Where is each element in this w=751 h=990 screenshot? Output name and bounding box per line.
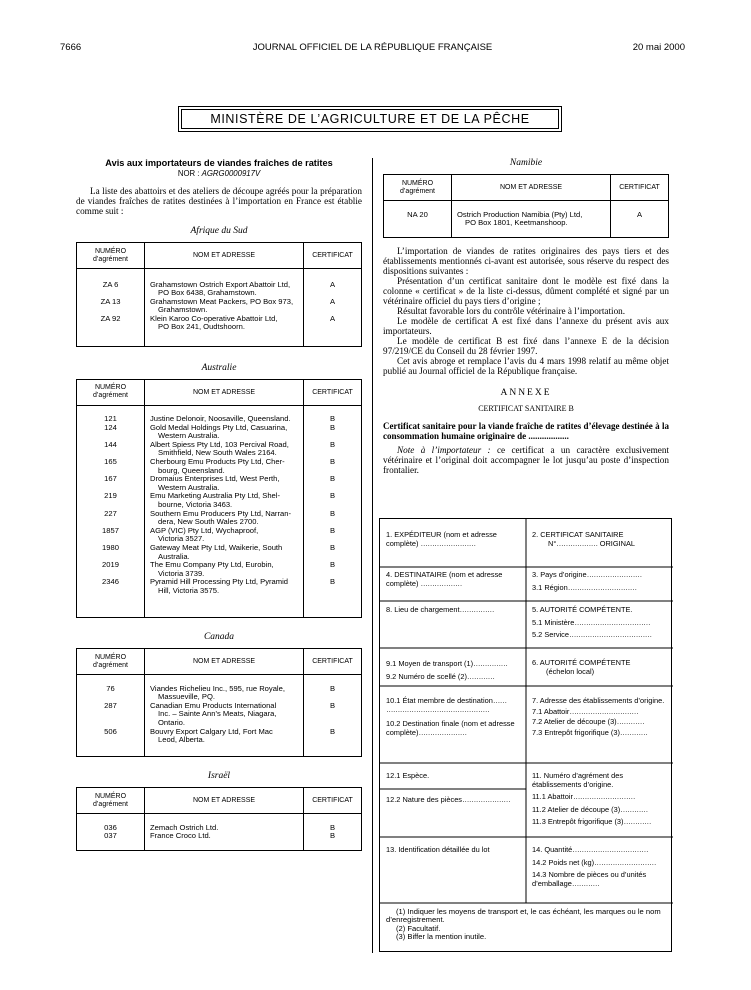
row-name: Cherbourg Emu Products Pty Ltd, Cher- (150, 457, 285, 467)
table-row (77, 298, 362, 315)
row-address: PO Box 6438, Grahamstown. (158, 288, 257, 298)
table-row (77, 544, 362, 561)
field-label: 5.2 Service (532, 630, 569, 639)
table-row (77, 685, 362, 702)
row-certificate: B (329, 726, 336, 736)
field-6-local-authority (532, 659, 668, 676)
row-certificate: A (636, 209, 643, 219)
table-row (77, 424, 362, 441)
left-column (76, 158, 362, 851)
field-11-approval-numbers (532, 772, 668, 827)
row-address: Australia. (158, 551, 190, 561)
row-name: Emu Marketing Australia Pty Ltd, Shel- (150, 491, 280, 501)
certificate-title: Certificat sanitaire pour la viande fraîche de ratites d’élevage destinée à la consommation humaine originaire de .................. (383, 421, 669, 442)
header-nom: NOM ET ADRESSE (452, 175, 611, 201)
publication-date: 20 mai 2000 (632, 42, 685, 53)
table-row (77, 475, 362, 492)
fill-dots: ………… (623, 817, 652, 826)
field-10-destination (386, 697, 520, 737)
nor-code: AGRG0000917V (201, 169, 261, 178)
fill-dots: ……………………… (594, 857, 657, 867)
fill-dots: …………………… (586, 570, 642, 579)
fill-dots: ……………………… (572, 792, 635, 801)
row-number: 287 (77, 702, 145, 728)
fill-dots: …………………………… (572, 845, 649, 854)
table-row (77, 492, 362, 509)
row-number: 165 (77, 458, 145, 475)
field-9-transport (386, 660, 520, 681)
header-certificat: CERTIFICAT (304, 243, 362, 269)
field-label: N° (548, 538, 557, 548)
fill-dots: ………………………… (569, 706, 639, 716)
table-row (77, 824, 362, 833)
nor-label: NOR : (177, 169, 200, 178)
field-label: 7.3 Entrepôt frigorifique (3) (532, 727, 620, 737)
field-label: 14.3 Nombre de pièces ou d’unités d’emballage (532, 870, 647, 888)
fill-dots: ………… (619, 727, 648, 737)
fill-dots: ………………… (418, 727, 467, 737)
field-label: 6. AUTORITÉ COMPÉTENTE (532, 658, 631, 667)
condition-paragraph: Le modèle de certificat A est fixé dans l’annexe du présent avis aux importateurs. (383, 316, 669, 337)
field-label: 11.1 Abattoir (532, 792, 573, 801)
header-numero: NUMÉRO d’agrément (77, 243, 145, 269)
row-name: Bouvry Export Calgary Ltd, Fort Mac (150, 726, 273, 736)
row-name: Grahamstown Ostrich Export Abattoir Ltd, (150, 279, 291, 289)
header-numero: NUMÉRO d’agrément (77, 649, 145, 675)
row-certificate: A (329, 279, 336, 289)
notice-title: Avis aux importateurs de viandes fraîches de ratites (105, 158, 333, 168)
field-4-consignee (386, 571, 520, 588)
ministry-title: MINISTÈRE DE L’AGRICULTURE ET DE LA PÊCHE (181, 109, 559, 129)
header-nom: NOM ET ADRESSE (145, 243, 304, 269)
note-label: Note à l’importateur : (397, 445, 491, 456)
table-row (77, 578, 362, 595)
field-line (532, 729, 668, 738)
row-certificate: B (329, 831, 336, 841)
row-address: bourne, Victoria 3463. (158, 500, 233, 509)
field-label: (échelon local) (546, 666, 595, 676)
approval-table-south-africa (76, 242, 362, 347)
field-line (532, 793, 668, 802)
field-line (532, 818, 668, 827)
row-name: France Croco Ltd. (150, 831, 211, 841)
row-number: 1857 (77, 527, 145, 544)
field-line (532, 871, 668, 888)
row-name: Grahamstown Meat Packers, PO Box 973, (150, 296, 294, 306)
fill-dots: ………… (616, 717, 645, 726)
field-label: 11.2 Atelier de découpe (3) (532, 804, 621, 814)
row-name: Pyramid Hill Processing Pty Ltd, Pyramid (150, 577, 288, 587)
row-certificate: B (329, 525, 336, 535)
row-number: ZA 92 (77, 315, 145, 332)
row-name: Viandes Richelieu Inc., 595, rue Royale, (150, 683, 285, 693)
fill-dots: ……………………………… (568, 630, 652, 639)
header-nom: NOM ET ADRESSE (145, 649, 304, 675)
field-label: 7.2 Atelier de découpe (3) (532, 717, 617, 726)
field-12-1-species: 12.1 Espèce. (386, 771, 430, 780)
nor-line (76, 169, 362, 178)
header-certificat: CERTIFICAT (611, 175, 669, 201)
row-certificate: B (329, 560, 336, 570)
country-heading: Afrique du Sud (190, 226, 248, 236)
row-name: Dromaius Enterprises Ltd, West Perth, (150, 474, 280, 484)
approval-table-namibia (383, 174, 669, 238)
header-numero: NUMÉRO d’agrément (384, 175, 452, 201)
field-13-lot-identification: 13. Identification détaillée du lot (386, 845, 490, 854)
field-label: 3. Pays d’origine (532, 570, 587, 579)
field-label: 5.1 Ministère (532, 617, 575, 627)
row-certificate: B (329, 414, 336, 424)
fill-dots: …………… (459, 605, 494, 614)
fill-dots: ………… (620, 804, 648, 814)
field-line (386, 673, 520, 682)
row-number: 144 (77, 441, 145, 458)
table-row (384, 211, 669, 228)
field-label: 3.1 Région (532, 582, 568, 592)
fill-dots: ……………………………………… (386, 704, 490, 714)
fill-dots: ……………… (556, 538, 598, 548)
field-line (532, 718, 668, 727)
row-certificate: A (329, 313, 336, 323)
fill-dots: ………………… (462, 795, 511, 804)
field-label: 9.1 Moyen de transport (1) (386, 659, 474, 668)
row-address: bourg, Queensland. (158, 465, 225, 475)
certificate-form (379, 518, 672, 952)
annex-title: ANNEXE (500, 388, 552, 399)
row-number: 037 (77, 832, 145, 841)
field-line (386, 660, 520, 669)
fill-dots: …………………… (420, 538, 476, 548)
condition-paragraph: Résultat favorable lors du contrôle vétérinaire à l’importation. (397, 306, 626, 317)
condition-paragraph: L’importation de viandes de ratites originaires des pays tiers et des établissements mentionnés ci-avant est autorisée, sous réserve du respect des dispositions suivantes : (383, 246, 669, 277)
row-number: 2346 (77, 578, 145, 595)
header-certificat: CERTIFICAT (304, 788, 362, 814)
field-label: 8. Lieu de chargement (386, 605, 460, 614)
row-address: PO Box 1801, Keetmanshoop. (465, 218, 568, 228)
row-number: ZA 6 (77, 281, 145, 298)
field-7-establishments (532, 697, 668, 737)
row-name: The Emu Company Pty Ltd, Eurobin, (150, 560, 274, 570)
approval-table-australia (76, 379, 362, 618)
row-number: 76 (77, 685, 145, 702)
field-label: ORIGINAL (599, 538, 636, 548)
table-row (77, 832, 362, 841)
fill-dots: ……………… (420, 578, 462, 588)
approval-table-israel (76, 787, 362, 851)
field-label: 1. EXPÉDITEUR (nom et adresse complète) (386, 530, 497, 548)
right-column (383, 158, 669, 475)
row-name: Gold Medal Holdings Pty Ltd, Casuarina, (150, 422, 288, 432)
row-certificate: B (329, 508, 336, 518)
field-line (532, 708, 668, 717)
row-address: Grahamstown. (158, 305, 208, 315)
field-line (532, 571, 668, 580)
field-5-authority (532, 606, 668, 640)
field-label: 11.3 Entrepôt frigorifique (3) (532, 817, 624, 826)
row-name: Justine Delonoir, Noosaville, Queensland. (150, 414, 291, 424)
field-label: 10.2 Destination finale (nom et adresse complète) (386, 719, 515, 737)
field-line (532, 631, 668, 640)
fill-dots: ………… (466, 671, 495, 681)
table-row (77, 561, 362, 578)
country-heading: Israël (207, 771, 231, 782)
row-number: 506 (77, 728, 145, 745)
page-header (60, 42, 685, 56)
field-14-quantity (532, 846, 668, 888)
row-certificate: B (329, 474, 336, 484)
row-number: 121 (77, 415, 145, 424)
field-label: 11. Numéro d’agrément des établissements d’origine. (532, 771, 624, 789)
row-number: 219 (77, 492, 145, 509)
table-row (77, 441, 362, 458)
field-line (386, 720, 520, 737)
row-number: 124 (77, 424, 145, 441)
condition-paragraph: Présentation d’un certificat sanitaire dont le modèle est fixé dans la colonne « certificat » de la liste ci-dessus, dûment complété et signé par un vétérinaire officiel du pays tiers d’origine ; (383, 276, 669, 307)
row-name: Klein Karoo Co-operative Abattoir Ltd, (150, 313, 278, 323)
table-row (77, 510, 362, 527)
header-nom: NOM ET ADRESSE (145, 788, 304, 814)
row-number: 1980 (77, 544, 145, 561)
fill-dots: …… (492, 696, 507, 705)
field-label: 14. Quantité (532, 845, 573, 854)
condition-paragraph: Le modèle de certificat B est fixé dans l’annexe E de la décision 97/219/CE du Conseil du 28 février 1997. (383, 336, 669, 357)
row-address: Victoria 3739. (158, 568, 205, 578)
field-label: 5. AUTORITÉ COMPÉTENTE. (532, 605, 633, 614)
table-row (77, 702, 362, 728)
row-name: Gateway Meat Pty Ltd, Waikerie, South (150, 542, 283, 552)
field-line (532, 846, 668, 855)
row-certificate: B (329, 457, 336, 467)
row-name: Southern Emu Producers Pty Ltd, Narran- (150, 508, 291, 518)
country-heading: Canada (203, 632, 235, 643)
row-address: Victoria 3527. (158, 534, 205, 544)
importer-note (383, 445, 669, 475)
field-label: 7.1 Abattoir (532, 706, 570, 716)
field-8-loading-place (386, 606, 520, 615)
row-certificate: B (329, 822, 336, 832)
field-line (532, 859, 668, 868)
row-certificate: B (329, 542, 336, 552)
fill-dots: ………………………… (567, 582, 637, 592)
annex-subtitle: CERTIFICAT SANITAIRE B (478, 404, 574, 414)
ministry-box (178, 106, 562, 132)
row-name: Zemach Ostrich Ltd. (150, 822, 219, 832)
table-row (77, 527, 362, 544)
country-heading: Australie (201, 362, 237, 373)
row-certificate: B (329, 422, 336, 432)
field-line (532, 619, 668, 628)
note-text: ce certificat a un caractère exclusivement vétérinaire et l’original doit accompagner le lot jusqu’au poste d’inspection frontalier. (383, 445, 669, 476)
row-number: 227 (77, 510, 145, 527)
row-number: ZA 13 (77, 298, 145, 315)
field-label: 9.2 Numéro de scellé (2) (386, 671, 467, 681)
table-row (77, 728, 362, 745)
footnote: (3) Biffer la mention inutile. (396, 931, 487, 941)
field-line (532, 584, 668, 593)
header-nom: NOM ET ADRESSE (145, 379, 304, 405)
header-numero: NUMÉRO d’agrément (77, 379, 145, 405)
field-number-line (532, 540, 668, 549)
row-address: Smithfield, New South Wales 2164. (158, 448, 277, 458)
field-label: 12.2 Nature des pièces (386, 795, 463, 804)
field-label: 2. CERTIFICAT SANITAIRE (532, 530, 624, 539)
conditions-block (383, 246, 669, 376)
row-address: Western Australia. (158, 482, 220, 492)
field-line (532, 806, 668, 815)
field-label: 4. DESTINATAIRE (nom et adresse complète) (386, 570, 503, 588)
field-label: 7. Adresse des établissements d’origine. (532, 696, 665, 705)
row-number: 167 (77, 475, 145, 492)
table-row (77, 281, 362, 298)
column-divider (372, 158, 373, 953)
row-address: Western Australia. (158, 431, 220, 441)
row-certificate: B (329, 491, 336, 501)
header-certificat: CERTIFICAT (304, 379, 362, 405)
field-label: 10.1 État membre de destination (386, 696, 493, 705)
field-label: 14.2 Poids net (kg) (532, 857, 595, 867)
field-12-2-nature (386, 796, 520, 805)
row-number: 036 (77, 824, 145, 833)
country-heading: Namibie (509, 158, 543, 168)
form-footnotes (386, 908, 668, 941)
row-certificate: B (329, 700, 336, 710)
field-3-origin (532, 571, 668, 592)
condition-paragraph: Cet avis abroge et remplace l’avis du 4 mars 1998 relatif au même objet publié au Journal officiel de la République française. (383, 356, 669, 377)
page-number: 7666 (60, 42, 82, 53)
row-number: NA 20 (384, 211, 452, 228)
row-address: Hill, Victoria 3575. (158, 585, 220, 595)
row-address: Inc. – Sainte Ann’s Meats, Niagara, Ontario. (158, 709, 277, 727)
approval-table-canada (76, 648, 362, 757)
field-1-sender (386, 531, 520, 548)
journal-title: JOURNAL OFFICIEL DE LA RÉPUBLIQUE FRANÇAISE (252, 42, 493, 53)
row-name: Albert Spiess Pty Ltd, 103 Percival Road, (150, 439, 289, 449)
fill-dots: …………… (473, 659, 508, 668)
row-name: Ostrich Production Namibia (Pty) Ltd, (457, 209, 583, 219)
row-address: Massueville, PQ. (158, 692, 215, 702)
table-row (77, 458, 362, 475)
row-certificate: A (329, 296, 336, 306)
row-address: PO Box 241, Oudtshoorn. (158, 322, 245, 332)
row-certificate: B (329, 683, 336, 693)
fill-dots: ………… (571, 878, 600, 888)
header-certificat: CERTIFICAT (304, 649, 362, 675)
row-name: AGP (VIC) Pty Ltd, Wychaproof, (150, 525, 259, 535)
fill-dots: …………………………… (574, 617, 651, 627)
row-number: 2019 (77, 561, 145, 578)
field-2-certificate (532, 531, 668, 548)
row-name: Canadian Emu Products International (150, 700, 277, 710)
header-numero: NUMÉRO d’agrément (77, 788, 145, 814)
row-certificate: B (329, 577, 336, 587)
intro-paragraph: La liste des abattoirs et des ateliers de découpe agréés pour la préparation de viandes fraîches de ratites destinées à l’importation en France est établie comme suit : (76, 186, 362, 216)
row-address: dera, New South Wales 2700. (158, 517, 259, 527)
row-address: Leod, Alberta. (158, 735, 205, 745)
table-row (77, 315, 362, 332)
footnote: (1) Indiquer les moyens de transport et, le cas échéant, les marques ou le nom d’enregistrement. (386, 907, 661, 925)
row-certificate: B (329, 439, 336, 449)
footnote: (2) Facultatif. (396, 923, 441, 933)
